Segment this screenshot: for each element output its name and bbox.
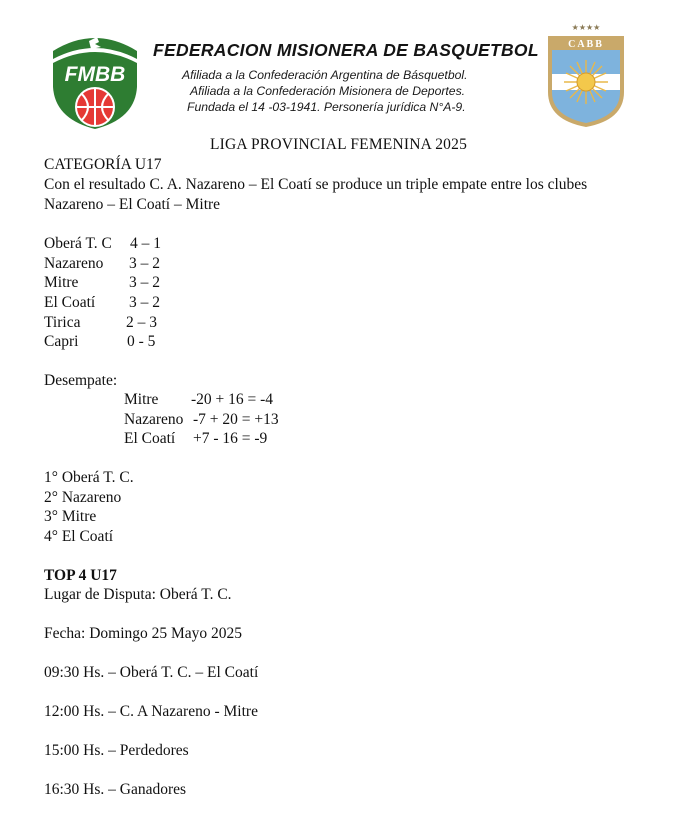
date-text: Fecha: Domingo 25 Mayo 2025 <box>44 625 243 642</box>
standings-record: 2 – 3 <box>126 314 157 331</box>
schedule-item: 16:30 Hs. – Ganadores <box>44 781 187 798</box>
tiebreak-team: Mitre <box>124 391 159 408</box>
tiebreak-calc: +7 - 16 = -9 <box>193 430 268 447</box>
standings-record: 3 – 2 <box>129 274 160 291</box>
standings-record: 4 – 1 <box>130 235 161 252</box>
standings-team: Tirica <box>44 314 81 331</box>
cabb-logo-text: CABB <box>568 39 604 50</box>
final-position: 1° Oberá T. C. <box>44 469 134 486</box>
org-title: FEDERACION MISIONERA DE BASQUETBOL <box>153 40 539 60</box>
fmbb-logo-text: FMBB <box>64 63 126 86</box>
final-position: 2° Nazareno <box>44 489 122 506</box>
standings-record: 3 – 2 <box>129 294 160 311</box>
schedule-item: 12:00 Hs. – C. A Nazareno - Mitre <box>44 703 258 720</box>
tiebreak-calc: -7 + 20 = +13 <box>193 411 279 428</box>
standings-record: 0 - 5 <box>127 333 156 350</box>
intro-text: Con el resultado C. A. Nazareno – El Coatí se produce un triple empate entre los clubes <box>44 176 588 193</box>
league-title: LIGA PROVINCIAL FEMENINA 2025 <box>209 136 468 153</box>
schedule-item: 09:30 Hs. – Oberá T. C. – El Coatí <box>44 664 259 681</box>
affiliation-line: Afiliada a la Confederación Argentina de Básquetbol. <box>182 68 468 82</box>
standings-team: Nazareno <box>44 255 104 272</box>
standings-team: El Coatí <box>44 294 96 311</box>
standings-record: 3 – 2 <box>129 255 160 272</box>
tiebreak-label: Desempate: <box>44 372 118 389</box>
final-position: 3° Mitre <box>44 508 97 525</box>
tiebreak-team: Nazareno <box>124 411 184 428</box>
standings-team: Capri <box>44 333 79 350</box>
cabb-stars: ★★★★ <box>571 23 601 32</box>
affiliation-line: Afiliada a la Confederación Misionera de Deportes. <box>190 84 466 98</box>
intro-text: Nazareno – El Coatí – Mitre <box>44 196 221 213</box>
category-heading: CATEGORÍA U17 <box>44 156 162 173</box>
cabb-logo <box>546 22 626 128</box>
fmbb-logo <box>47 29 143 130</box>
top4-heading: TOP 4 U17 <box>44 567 117 584</box>
venue-text: Lugar de Disputa: Oberá T. C. <box>44 586 232 603</box>
standings-team: Oberá T. C <box>44 235 112 252</box>
final-position: 4° El Coatí <box>44 528 114 545</box>
tiebreak-team: El Coatí <box>124 430 176 447</box>
schedule-item: 15:00 Hs. – Perdedores <box>44 742 189 759</box>
affiliation-line: Fundada el 14 -03-1941. Personería jurídica N°A-9. <box>187 100 466 114</box>
tiebreak-calc: -20 + 16 = -4 <box>191 391 274 408</box>
standings-team: Mitre <box>44 274 79 291</box>
